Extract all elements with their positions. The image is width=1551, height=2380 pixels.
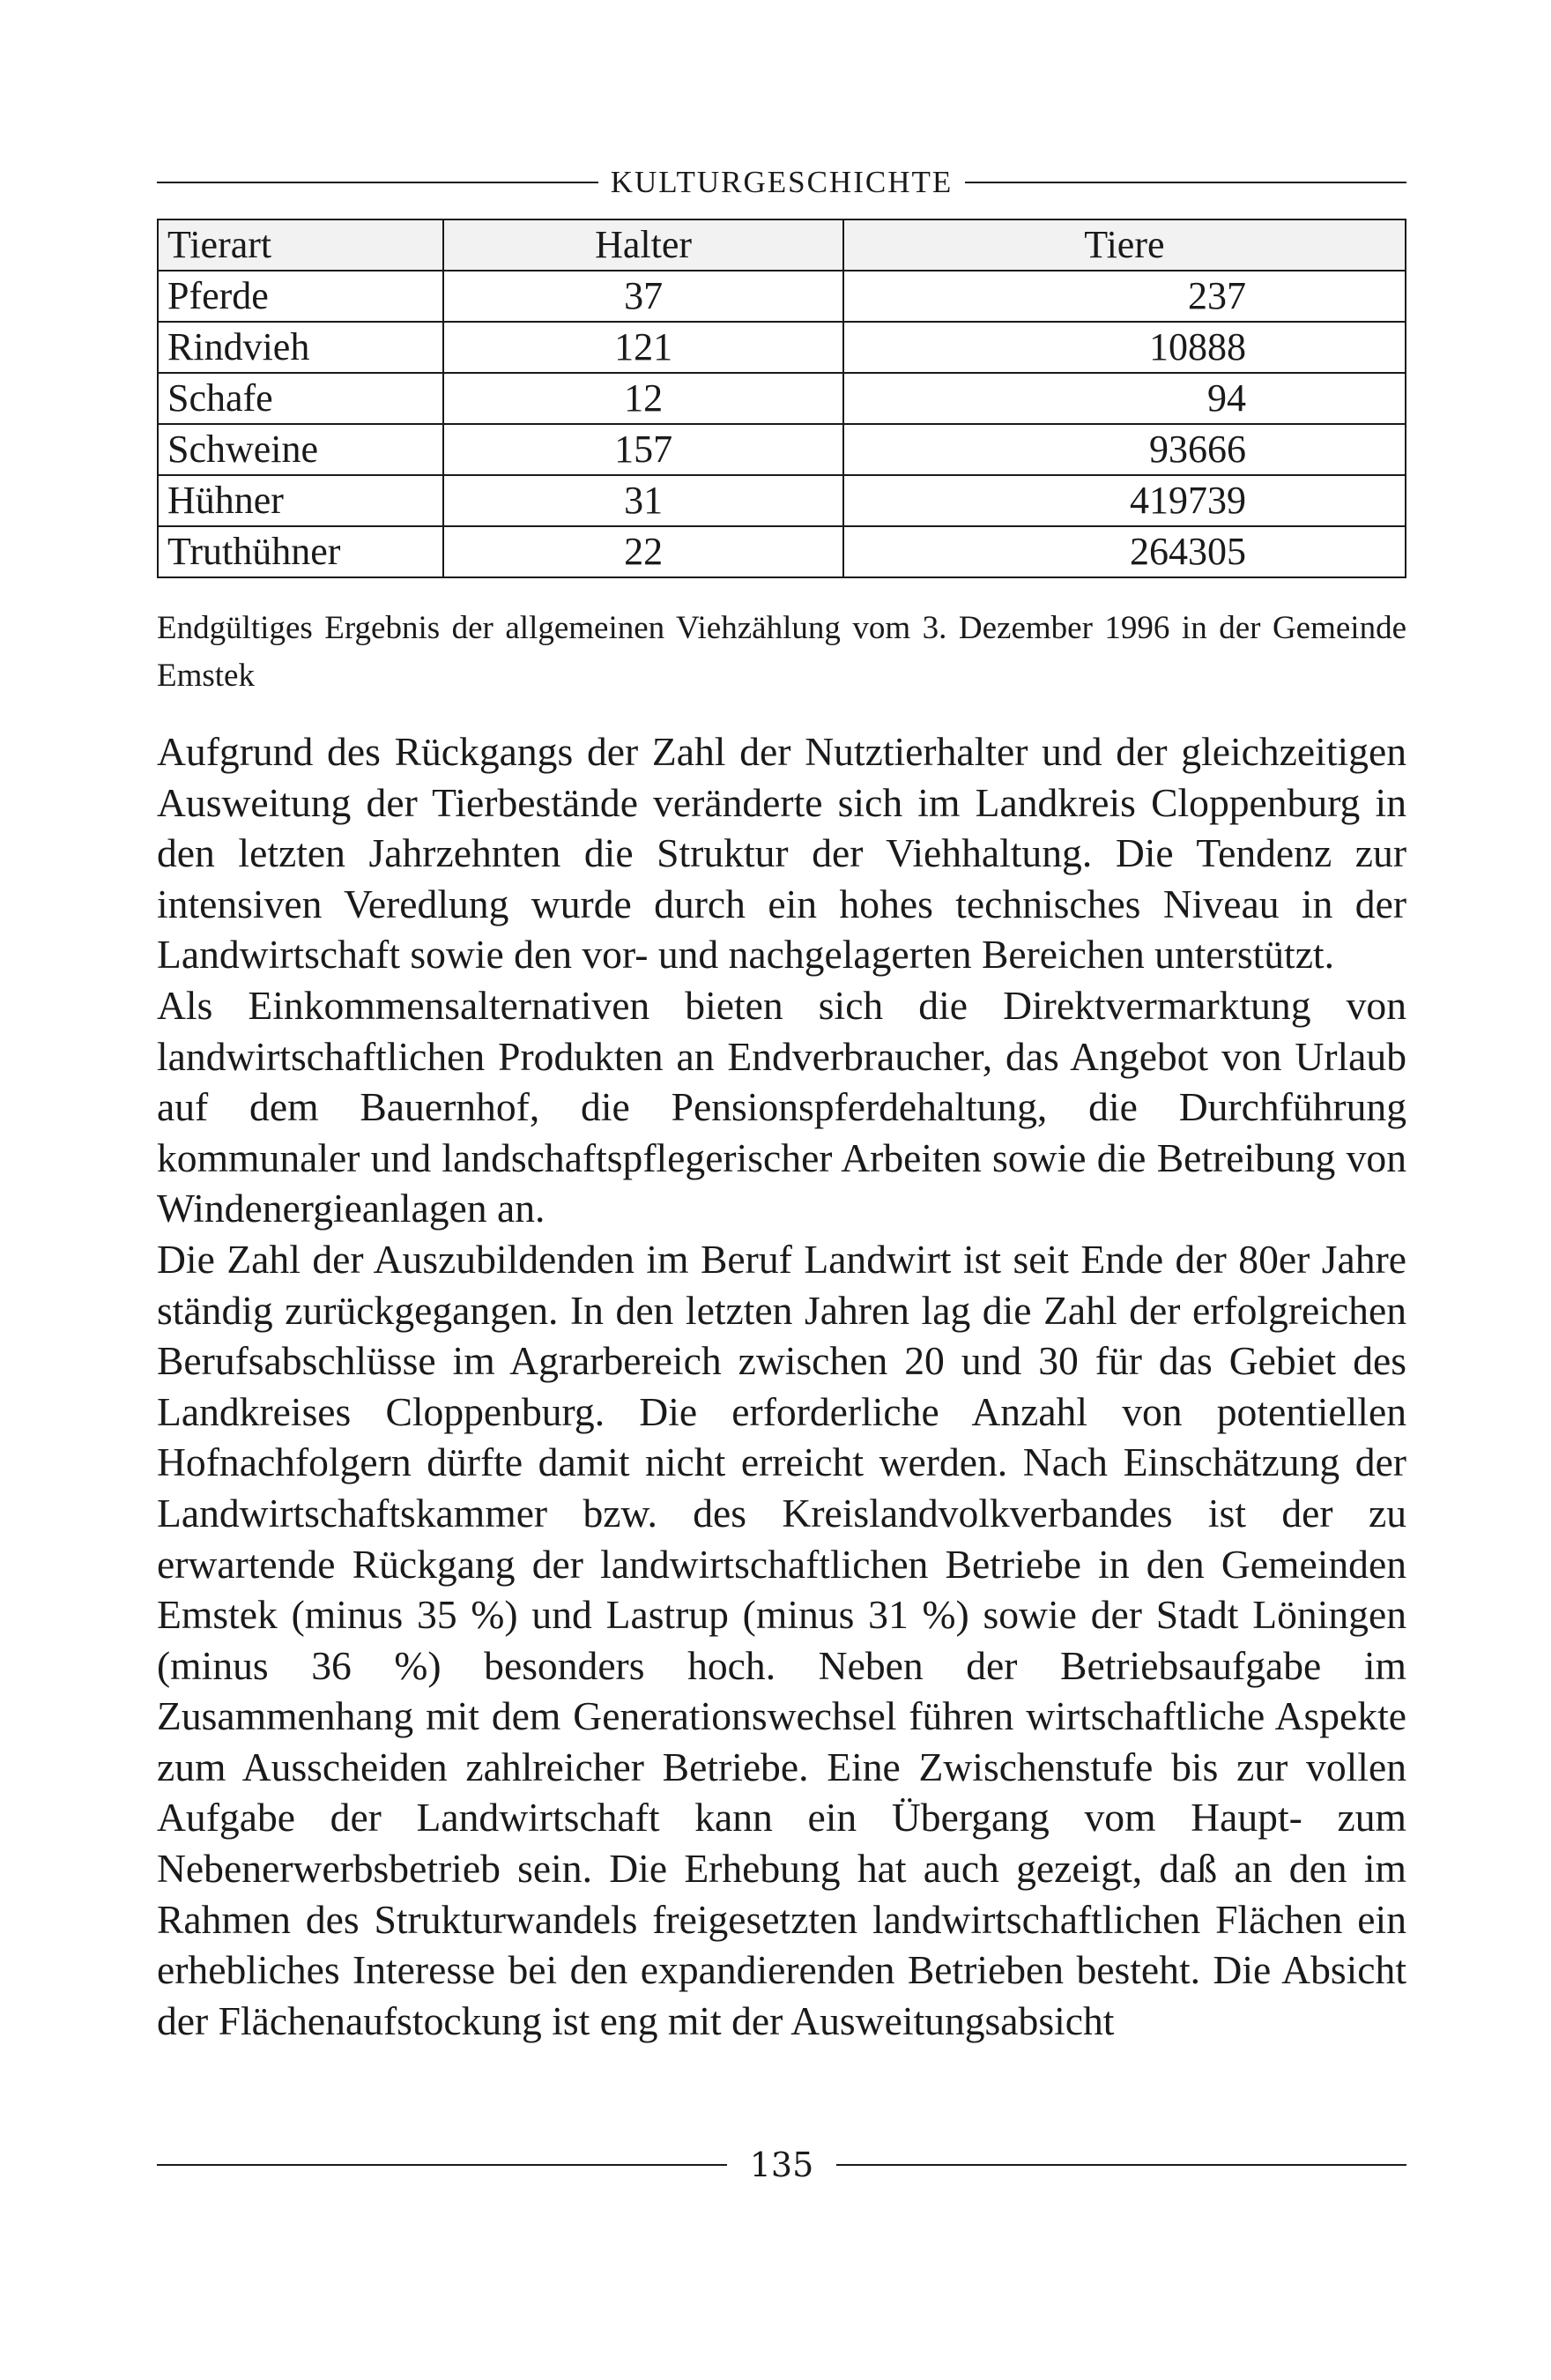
- table-header-row: [158, 219, 1406, 271]
- table-cell-tiere: 10888: [843, 322, 1406, 373]
- table-cell-halter: 12: [443, 373, 842, 424]
- table-cell-tierart: Pferde: [158, 271, 443, 322]
- table-cell-tiere: 94: [843, 373, 1406, 424]
- table-row: [158, 424, 1406, 475]
- table-cell-tiere: 237: [843, 271, 1406, 322]
- paragraph: Die Zahl der Auszubildenden im Beruf Landwirt ist seit Ende der 80er Jahre ständig zurückgegangen. In den letzten Jahren lag die Zahl der erfolgreichen Berufsabschlüsse im Agrarbereich zwischen 20 und 30 für das Gebiet des Landkreises Cloppenburg. Die erforderliche Anzahl von potentiellen Hofnachfolgern dürfte damit nicht erreicht werden. Nach Einschätzung der Landwirtschaftskammer bzw. des Kreislandvolkverbandes ist der zu erwartende Rückgang der landwirtschaftlichen Betriebe in den Gemeinden Emstek (minus 35 %) und Lastrup (minus 31 %) sowie der Stadt Löningen (minus 36 %) besonders hoch. Neben der Betriebsaufgabe im Zusammenhang mit dem Generationswechsel führen wirtschaftliche Aspekte zum Ausscheiden zahlreicher Betriebe. Eine Zwischenstufe bis zur vollen Aufgabe der Landwirtschaft kann ein Übergang vom Haupt- zum Nebenerwerbsbetrieb sein. Die Erhebung hat auch gezeigt, daß an den im Rahmen des Strukturwandels freigesetzten landwirtschaftlichen Flächen ein erhebliches Interesse bei den expandierenden Betrieben besteht. Die Absicht der Flächenaufstockung ist eng mit der Ausweitungsabsicht: [157, 1236, 1406, 2043]
- table-cell-halter: 22: [443, 526, 842, 577]
- footer-rule-left: [157, 2164, 727, 2166]
- table-row: [158, 526, 1406, 577]
- table-cell-tierart: Schafe: [158, 373, 443, 424]
- header-rule-left: [157, 182, 598, 183]
- table-row: [158, 475, 1406, 526]
- running-header-title: KULTURGESCHICHTE: [610, 165, 954, 199]
- table-cell-tiere: 93666: [843, 424, 1406, 475]
- table-cell-tierart: Hühner: [158, 475, 443, 526]
- paragraph: Aufgrund des Rückgangs der Zahl der Nutztierhalter und der gleichzeitigen Ausweitung der Tierbestände veränderte sich im Landkreis Cloppenburg in den letzten Jahrzehnten die Struktur der Viehhaltung. Die Tendenz zur intensiven Veredlung wurde durch ein hohes technisches Niveau in der Landwirtschaft sowie den vor- und nachgelagerten Bereichen unterstützt.: [157, 729, 1406, 978]
- table-cell-tiere: 264305: [843, 526, 1406, 577]
- table-caption: Endgültiges Ergebnis der allgemeinen Viehzählung vom 3. Dezember 1996 in der Gemeinde Emstek: [157, 610, 1406, 694]
- page-footer: [157, 2146, 1406, 2184]
- table-cell-tiere: 419739: [843, 475, 1406, 526]
- table-cell-halter: 157: [443, 424, 842, 475]
- paragraph: Als Einkommensalternativen bieten sich die Direktvermarktung von landwirtschaftlichen Produkten an Endverbraucher, das Angebot von Urlaub auf dem Bauernhof, die Pensionspferdehaltung, die Durchführung kommunaler und landschaftspflegerischer Arbeiten sowie die Betreibung von Windenergieanlagen an.: [157, 982, 1406, 1231]
- table-cell-tierart: Truthühner: [158, 526, 443, 577]
- header-rule-right: [965, 182, 1406, 183]
- table-cell-tierart: Schweine: [158, 424, 443, 475]
- body-text: [157, 726, 1406, 2046]
- livestock-table: [157, 219, 1406, 578]
- table-row: [158, 322, 1406, 373]
- page-number: 135: [749, 2146, 814, 2184]
- column-header-tierart: Tierart: [158, 219, 443, 271]
- page: [157, 159, 1406, 2046]
- column-header-halter: Halter: [443, 219, 842, 271]
- table-cell-halter: 31: [443, 475, 842, 526]
- table-cell-tierart: Rindvieh: [158, 322, 443, 373]
- table-cell-halter: 37: [443, 271, 842, 322]
- column-header-tiere: Tiere: [843, 219, 1406, 271]
- table-row: [158, 373, 1406, 424]
- table-row: [158, 271, 1406, 322]
- table-cell-halter: 121: [443, 322, 842, 373]
- footer-rule-right: [836, 2164, 1406, 2166]
- running-header: [157, 159, 1406, 206]
